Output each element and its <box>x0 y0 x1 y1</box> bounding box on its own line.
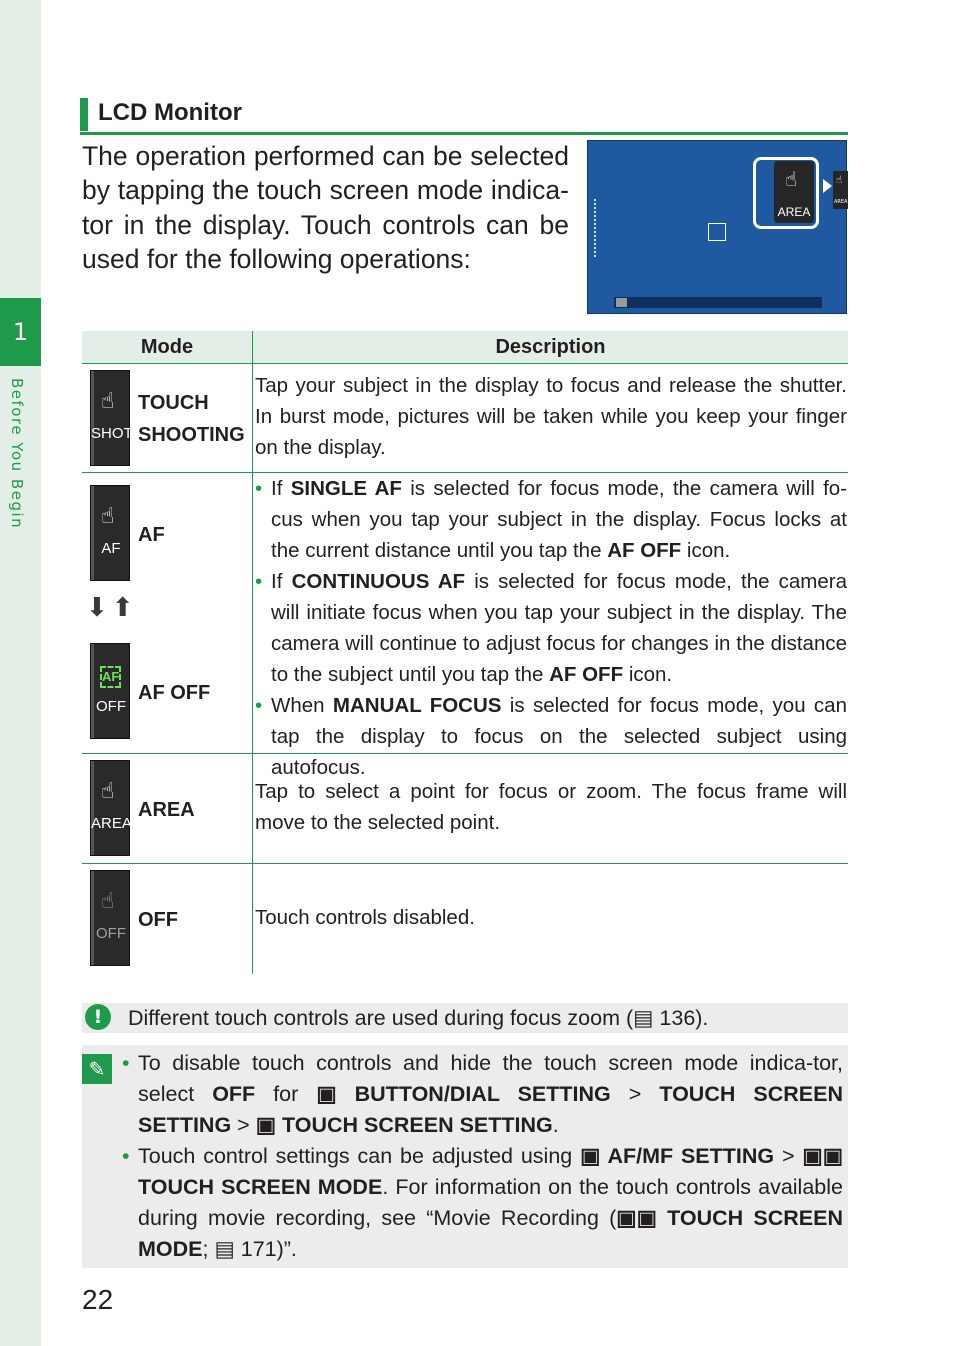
mode-name: OFF <box>138 909 178 931</box>
header-mode: Mode <box>140 336 194 358</box>
mode-name-line: TOUCH <box>138 392 209 414</box>
touch-af-off-button-icon <box>90 643 130 739</box>
intro-paragraph: The operation performed can be selected by tapping the touch screen mode indica-tor in the display. Touch controls can be used for the following operations: <box>82 141 569 274</box>
lcd-bar-indicator <box>616 298 627 307</box>
table-row-off <box>82 864 848 974</box>
text: ▣ TOUCH SCREEN SETTING <box>255 1113 553 1137</box>
mode-name <box>138 387 245 451</box>
list-item <box>255 566 847 690</box>
list-item <box>122 1048 843 1141</box>
mode-description: Tap your subject in the display to focus and release the shutter. In burst mode, pictures will be taken while you keep your finger on the display. <box>255 374 847 459</box>
text: . For information on the touch controls available during movie recording, see “Movie Recording ( <box>138 1175 843 1230</box>
callout-arrow-icon <box>823 179 832 193</box>
lcd-scale <box>594 199 599 257</box>
text: SINGLE AF <box>290 477 402 500</box>
mode-description <box>255 473 847 783</box>
lcd-illustration <box>587 140 847 314</box>
table-header <box>82 331 848 364</box>
hand-icon: ☝ <box>101 889 115 914</box>
bullet-icon: • <box>255 570 263 593</box>
note-body <box>122 1048 843 1265</box>
lcd-area-label: AREA <box>777 205 811 219</box>
icon-label: SHOT <box>91 425 133 442</box>
lcd-mini-indicator <box>833 171 848 209</box>
caution-text: Different touch controls are used during focus zoom (▤ 136). <box>128 1006 709 1030</box>
mode-name: AF OFF <box>138 682 211 704</box>
text: is selected for focus mode, you can tap the display to focus on the selected subject using autofocus. <box>271 694 847 779</box>
text: MANUAL FOCUS <box>332 694 502 717</box>
text: icon. <box>686 539 731 562</box>
icon-label: OFF <box>96 698 126 715</box>
chapter-label: Before You Begin <box>8 378 26 530</box>
touch-modes-table <box>82 331 848 974</box>
page-number: 22 <box>82 1284 114 1315</box>
text: for <box>273 1082 299 1106</box>
text: ▣ AF/MF SETTING <box>580 1144 775 1168</box>
hand-icon: ☝ <box>836 175 843 186</box>
section-heading <box>80 98 848 135</box>
list-item <box>255 473 847 566</box>
swap-arrows-icon: ⬇⬆ <box>86 593 138 623</box>
af-frame-icon: AF <box>100 666 121 688</box>
touch-af-button-icon <box>90 485 130 581</box>
bullet-icon: • <box>122 1144 130 1168</box>
bullet-icon: • <box>255 477 263 500</box>
hand-icon: ☝ <box>101 504 115 529</box>
mode-name-line: SHOOTING <box>138 424 245 446</box>
lcd-mini-label: AREA <box>834 199 848 205</box>
text: is selected for focus mode, the camera will initiate focus when you tap your subject in the display. The camera will continue to adjust focus for changes in the distance to the subject until you tap the <box>271 570 847 686</box>
text: > <box>237 1113 250 1137</box>
list-item <box>122 1141 843 1265</box>
text: is selected for focus mode, the camera will fo-cus when you tap your subject in the display. Focus locks at the current distance until you tap the <box>271 477 847 562</box>
section-marker <box>80 98 88 131</box>
table-row-touch-shooting <box>82 364 848 473</box>
caution-icon: ! <box>85 1004 111 1030</box>
mode-name: AREA <box>138 799 195 821</box>
icon-label: AF <box>101 540 121 557</box>
text: . <box>552 1113 559 1137</box>
mode-name: AF <box>138 524 165 546</box>
text: > <box>781 1144 795 1168</box>
hand-icon: ☝ <box>785 167 798 191</box>
text: AF OFF <box>607 539 682 562</box>
table-row-area <box>82 754 848 864</box>
text: > <box>628 1082 642 1106</box>
icon-label: AREA <box>91 815 132 832</box>
section-title: LCD Monitor <box>98 99 242 126</box>
text: ▣▣ TOUCH SCREEN MODE <box>138 1144 844 1199</box>
lcd-bottom-bar <box>614 297 822 308</box>
bullet-icon: • <box>122 1051 130 1075</box>
mode-description: Touch controls disabled. <box>255 906 475 929</box>
text: ▣ BUTTON/DIAL SETTING <box>316 1082 611 1106</box>
note-pencil-icon: ✎ <box>82 1054 112 1084</box>
text: Touch control settings can be adjusted using <box>138 1144 573 1168</box>
touch-shot-button-icon <box>90 370 133 466</box>
touch-area-button-icon <box>90 760 130 856</box>
mode-description: Tap to select a point for focus or zoom. The focus frame will move to the selected point. <box>255 780 847 834</box>
text: If <box>271 570 283 593</box>
text: To disable touch controls and hide the touch screen mode indica-tor, select <box>138 1051 843 1106</box>
icon-label: OFF <box>96 925 126 942</box>
table-row-af <box>82 473 848 779</box>
text: If <box>271 477 283 500</box>
text: When <box>271 694 325 717</box>
lcd-area-button <box>774 161 814 223</box>
text: ▣▣ TOUCH SCREEN MODE <box>138 1206 843 1261</box>
touch-off-button-icon <box>90 870 130 966</box>
bullet-icon: • <box>255 694 263 717</box>
header-description: Description <box>495 336 606 358</box>
text: CONTINUOUS AF <box>291 570 466 593</box>
text: ; ▤ 171)”. <box>202 1237 297 1261</box>
chapter-tab[interactable]: 1 <box>0 298 41 366</box>
note-box <box>82 1045 848 1268</box>
text: AF OFF <box>549 663 624 686</box>
hand-icon: ☝ <box>101 389 115 414</box>
text: OFF <box>212 1082 256 1106</box>
caution-box <box>82 1003 848 1033</box>
text: icon. <box>628 663 673 686</box>
focus-frame <box>708 223 726 241</box>
side-strip <box>0 0 41 1346</box>
hand-icon: ☝ <box>101 779 115 804</box>
text: TOUCH SCREEN SETTING <box>138 1082 843 1137</box>
